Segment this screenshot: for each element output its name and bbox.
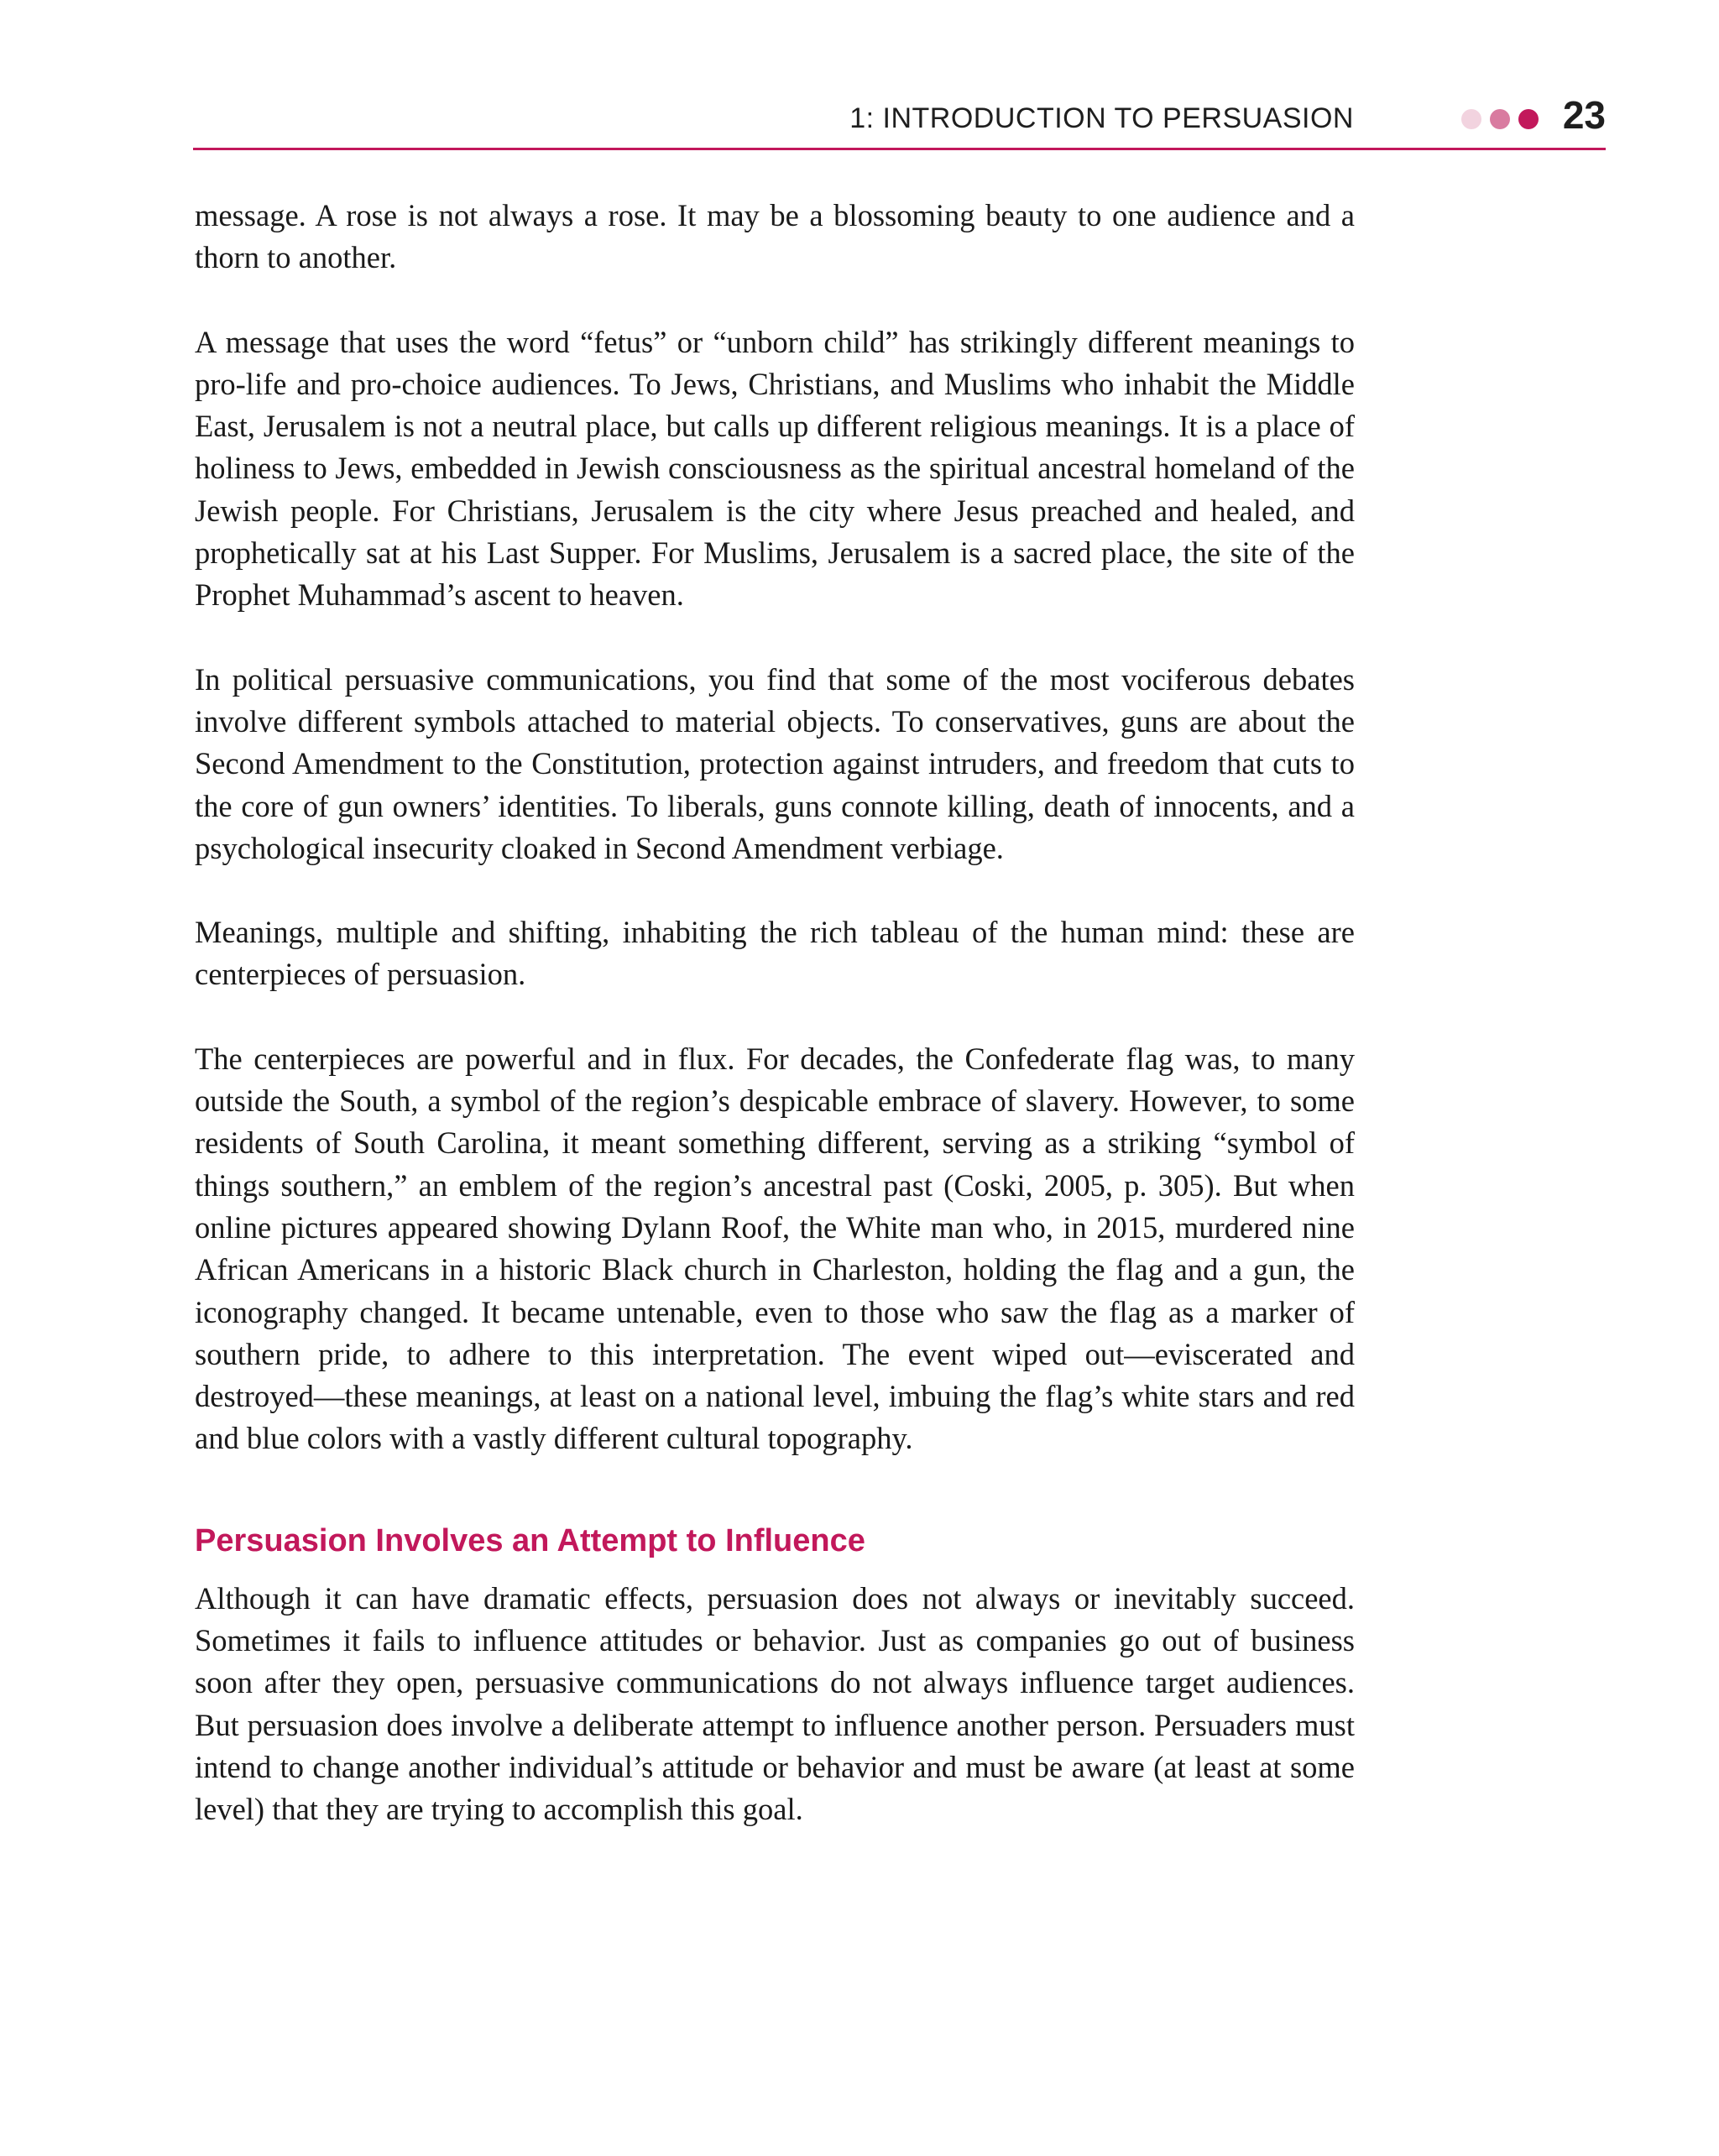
section-heading: Persuasion Involves an Attempt to Influence [195,1522,865,1558]
paragraph: The centerpieces are powerful and in flux. For decades, the Confederate flag was, to many outside the South, a symbol of the region’s despicable embrace of slavery. However, to some residents of South Carolina, it meant something different, serving as a striking “symbol of things southern,” an emblem of the region’s ancestral past (Coski, 2005, p. 305). But when online pictures appeared showing Dylann Roof, the White man who, in 2015, murdered nine African Americans in a historic Black church in Charleston, holding the flag and a gun, the iconography changed. It became untenable, even to those who saw the flag as a marker of southern pride, to adhere to this interpretation. The event wiped out—eviscerated and destroyed—these meanings, at least on a national level, imbuing the flag’s white stars and red and blue colors with a vastly different cultural topography. [195,1041,1355,1456]
chapter-title: 1: INTRODUCTION TO PERSUASION [849,102,1354,134]
paragraph: A message that uses the word “fetus” or “unborn child” has strikingly different meanings to pro-life and pro-choice audiences. To Jews, Christians, and Muslims who inhabit the Middle East, Jerusalem is not a neutral place, but calls up different religious meanings. It is a place of holiness to Jews, embedded in Jewish consciousness as the spiritual ancestral homeland of the Jewish people. For Christians, Jerusalem is the city where Jesus preached and healed, and prophetically sat at his Last Supper. For Muslims, Jerusalem is a sacred place, the site of the Prophet Muhammad’s ascent to heaven. [195,324,1355,613]
paragraph: Although it can have dramatic effects, persuasion does not always or inevitably succeed. Sometimes it fails to influence attitudes or behavior. Just as companies go out of business soon after they open, persuasive communications do not always influence target audiences. But persuasion does involve a deliberate attempt to influence another person. Persuaders must intend to change another individual’s attitude or behavior and must be aware (at least at some level) that they are trying to accomplish this goal. [195,1580,1355,1827]
running-header [193,91,1606,150]
paragraph: message. A rose is not always a rose. It may be a blossoming beauty to one audience and a thorn to another. [195,198,1355,275]
dot-icon [1461,109,1481,129]
paragraph: Meanings, multiple and shifting, inhabiting the rich tableau of the human mind: these are centerpieces of persuasion. [195,915,1355,992]
paragraph: In political persuasive communications, you find that some of the most vociferous debates involve different symbols attached to material objects. To conservatives, guns are about the Second Amendment to the Constitution, protection against intruders, and freedom that cuts to the core of gun owners’ identities. To liberals, guns connote killing, death of innocents, and a psychological insecurity cloaked in Second Amendment verbiage. [195,661,1355,865]
decorative-dots [1461,109,1539,129]
dot-icon [1518,109,1539,129]
page-number: 23 [1562,93,1606,137]
page-body [195,195,1355,1873]
dot-icon [1490,109,1510,129]
